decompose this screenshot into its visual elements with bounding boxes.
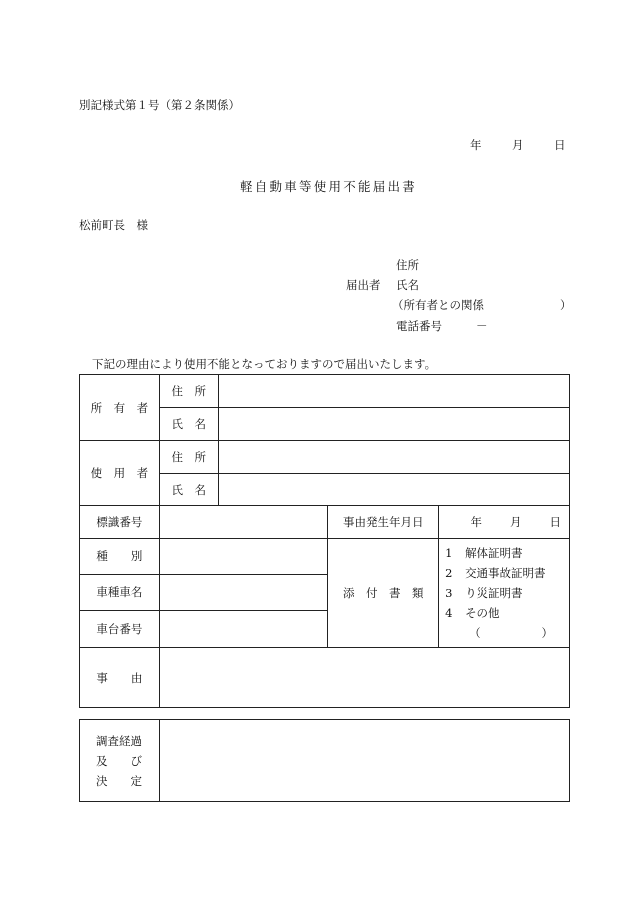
attachments-label: 添 付 書 類 [328, 539, 439, 648]
chassis-label: 車台番号 [80, 610, 160, 647]
applicant-relation-close: ） [560, 298, 572, 312]
document-title: 軽自動車等使用不能届出書 [240, 179, 418, 194]
owner-address-field[interactable] [218, 375, 569, 408]
date-day: 日 [554, 138, 566, 152]
owner-address-label: 住 所 [159, 375, 218, 408]
model-label: 車種車名 [80, 574, 160, 610]
date-year: 年 [470, 138, 482, 152]
event-date-day: 日 [549, 515, 561, 529]
attachment-item: 3 り災証明書 [445, 586, 523, 600]
reason-field[interactable] [159, 648, 569, 708]
plate-label: 標識番号 [80, 506, 160, 539]
date-month: 月 [512, 138, 524, 152]
reason-label: 事 由 [80, 648, 160, 708]
investigation-label-line1: 調査経過 [96, 733, 142, 748]
applicant-submitter-label: 届出者 [346, 278, 381, 292]
event-date-label: 事由発生年月日 [328, 506, 439, 539]
attachment-item: 1 解体証明書 [445, 546, 523, 560]
user-address-label: 住 所 [159, 441, 218, 474]
plate-field[interactable] [159, 506, 328, 539]
investigation-field[interactable] [159, 720, 569, 802]
investigation-label-line2: 及 び [96, 753, 142, 768]
investigation-label [80, 720, 160, 802]
user-address-field[interactable] [218, 441, 569, 474]
attachment-item: 4 その他 [445, 606, 500, 620]
form-number: 別記様式第１号（第２条関係） [79, 98, 240, 112]
applicant-phone-separator: － [476, 319, 488, 333]
addressee: 松前町長 様 [79, 218, 148, 232]
applicant-name-label: 氏名 [396, 278, 419, 292]
attachment-item: 2 交通事故証明書 [445, 566, 546, 580]
attachments-list [439, 539, 570, 648]
user-name-field[interactable] [218, 474, 569, 506]
chassis-field[interactable] [159, 610, 328, 647]
event-date-year: 年 [470, 515, 482, 529]
investigation-table [79, 719, 570, 802]
intro-text: 下記の理由により使用不能となっておりますので届出いたします。 [92, 357, 437, 371]
user-label: 使 用 者 [80, 441, 160, 506]
owner-name-field[interactable] [218, 408, 569, 441]
type-label: 種 別 [80, 539, 160, 575]
attachment-other-field[interactable]: （ ） [469, 626, 553, 640]
applicant-address-label: 住所 [396, 258, 419, 272]
main-form-table [79, 374, 570, 708]
applicant-phone-label: 電話番号 [396, 319, 442, 333]
event-date-month: 月 [510, 515, 522, 529]
model-field[interactable] [159, 574, 328, 610]
event-date-field[interactable] [439, 506, 570, 539]
applicant-relation-label: （所有者との関係 [392, 298, 484, 312]
type-field[interactable] [159, 539, 328, 575]
owner-label: 所 有 者 [80, 375, 160, 441]
investigation-label-line3: 決 定 [96, 773, 142, 788]
owner-name-label: 氏 名 [159, 408, 218, 441]
user-name-label: 氏 名 [159, 474, 218, 506]
